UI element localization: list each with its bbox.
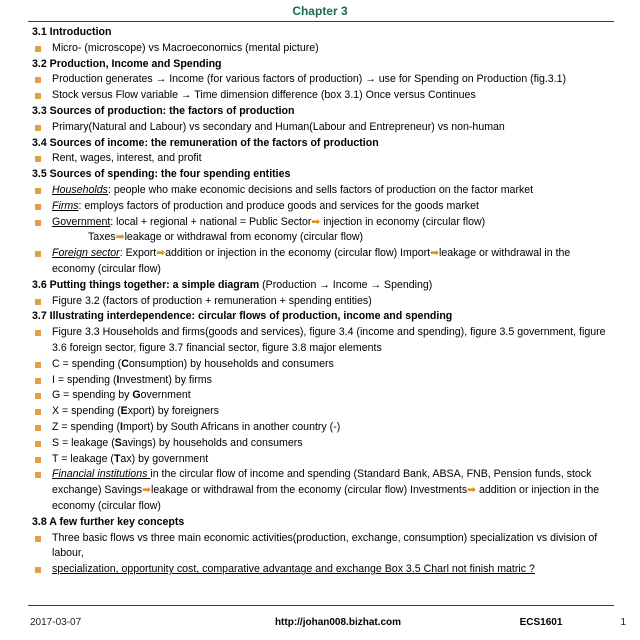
outline-bullet-item	[30, 294, 614, 310]
outline-bullet-item	[30, 357, 614, 373]
outline-text: Taxes➡leakage or withdrawal from economy (circular flow)	[88, 231, 364, 244]
outline-bullet-item	[30, 215, 614, 231]
arrow-icon: ➡	[430, 247, 439, 260]
outline-bullet-item	[30, 404, 614, 420]
title-divider	[28, 21, 614, 22]
outline-bullet-item	[30, 452, 614, 468]
bullet-icon	[35, 188, 41, 194]
outline-bullet-item	[30, 88, 614, 104]
outline-text: Primary(Natural and Labour) vs secondary and Human(Labour and Entrepreneur) vs non-human	[52, 120, 505, 133]
bullet-icon	[35, 46, 41, 52]
outline-text: specialization, opportunity cost, comparative advantage and exchange Box 3.5 Charl not finish matric ?	[52, 563, 535, 576]
outline-bullet-item	[30, 531, 614, 563]
outline-text: Production generates → Income (for various factors of production) → use for Spending on Production (fig.3.1)	[52, 73, 567, 86]
outline-content	[30, 25, 614, 578]
bullet-icon	[35, 220, 41, 226]
bullet-icon	[35, 362, 41, 368]
outline-text: Z = spending (Import) by South Africans in another country (-)	[52, 420, 341, 433]
bullet-icon	[35, 330, 41, 336]
outline-text: Households: people who make economic decisions and sells factors of production on the factor market	[52, 183, 534, 196]
outline-heading	[30, 167, 614, 183]
bullet-icon	[35, 536, 41, 542]
outline-bullet-item	[30, 467, 614, 514]
outline-text: 3.6 Putting things together: a simple diagram (Production → Income → Spending)	[32, 278, 433, 291]
outline-bullet-item	[30, 72, 614, 88]
footer-divider	[28, 605, 614, 606]
outline-bullet-item	[30, 199, 614, 215]
bullet-icon	[35, 204, 41, 210]
outline-bullet-item	[30, 325, 614, 357]
footer	[30, 617, 626, 628]
outline-bullet-item	[30, 436, 614, 452]
bullet-icon	[35, 251, 41, 257]
outline-text: 3.1 Introduction	[32, 26, 112, 38]
bullet-icon	[35, 378, 41, 384]
arrow-icon: ➡	[115, 231, 125, 244]
bullet-icon	[35, 441, 41, 447]
footer-page-number: 1	[620, 617, 626, 628]
outline-heading	[30, 57, 614, 73]
outline-bullet-item	[30, 41, 614, 57]
outline-subitem	[30, 230, 614, 246]
outline-bullet-item	[30, 373, 614, 389]
outline-text: T = leakage (Tax) by government	[52, 452, 209, 465]
outline-text: Government: local + regional + national = Public Sector➡ injection in economy (circular flow)	[52, 215, 486, 228]
footer-date: 2017-03-07	[30, 617, 82, 628]
outline-text: C = spending (Consumption) by households and consumers	[52, 357, 334, 370]
bullet-icon	[35, 93, 41, 99]
outline-text: Financial institutions in the circular flow of income and spending (Standard Bank, ABSA, FNB, Pension funds, stock exchange) Savings➡leakage or withdrawal from the economy (circular flow) Investments➡ addition or injection in the economy (circular flow)	[52, 468, 600, 512]
outline-bullet-item	[30, 120, 614, 136]
outline-heading	[30, 278, 614, 294]
arrow-icon: ➡	[142, 484, 151, 497]
outline-text: Firms: employs factors of production and produce goods and services for the goods market	[52, 199, 479, 212]
outline-text: Figure 3.2 (factors of production + remuneration + spending entities)	[52, 294, 372, 307]
outline-text: 3.8 A few further key concepts	[32, 515, 185, 528]
bullet-icon	[35, 567, 41, 573]
outline-bullet-item	[30, 151, 614, 167]
outline-bullet-item	[30, 246, 614, 278]
outline-text: 3.5 Sources of spending: the four spending entities	[32, 168, 291, 181]
footer-course-code: ECS1601	[519, 617, 563, 628]
outline-text: Micro- (microscope) vs Macroeconomics (mental picture)	[52, 41, 319, 54]
outline-text: Three basic flows vs three main economic activities(production, exchange, consumption) specialization vs division of labour,	[52, 531, 598, 560]
outline-bullet-item	[30, 388, 614, 404]
outline-bullet-item	[30, 420, 614, 436]
outline-heading	[30, 136, 614, 152]
outline-text: 3.2 Production, Income and Spending	[32, 57, 222, 70]
slide-title: Chapter 3	[292, 4, 348, 18]
bullet-icon	[35, 409, 41, 415]
outline-text: X = spending (Export) by foreigners	[52, 405, 219, 418]
outline-text: Stock versus Flow variable → Time dimension difference (box 3.1) Once versus Continues	[52, 89, 476, 102]
outline-heading	[30, 515, 614, 531]
arrow-icon: ➡	[156, 247, 166, 260]
arrow-icon: ➡	[311, 215, 321, 228]
outline-text: I = spending (Investment) by firms	[52, 373, 212, 386]
bullet-icon	[35, 125, 41, 131]
arrow-icon: ➡	[467, 484, 477, 497]
bullet-icon	[35, 425, 41, 431]
bullet-icon	[35, 77, 41, 83]
outline-heading	[30, 309, 614, 325]
bullet-icon	[35, 472, 41, 478]
outline-text: 3.7 Illustrating interdependence: circular flows of production, income and spending	[32, 310, 453, 323]
outline-text: Figure 3.3 Households and firms(goods and services), figure 3.4 (income and spending), figure 3.5 government, figure 3.6 foreign sector, figure 3.7 financial sector, figure 3.8 major elements	[52, 326, 606, 354]
outline-bullet-item	[30, 183, 614, 199]
outline-text: Rent, wages, interest, and profit	[52, 152, 202, 165]
bullet-icon	[35, 457, 41, 463]
outline-text: G = spending by Government	[52, 389, 191, 402]
outline-text: Foreign sector: Export➡addition or injection in the economy (circular flow) Import➡leakage or withdrawal in the economy (circular flow)	[52, 247, 571, 275]
footer-url-link[interactable]: http://johan008.bizhat.com	[274, 617, 402, 628]
outline-heading	[30, 25, 614, 41]
outline-heading	[30, 104, 614, 120]
outline-text: 3.3 Sources of production: the factors of production	[32, 104, 295, 117]
bullet-icon	[35, 299, 41, 305]
outline-bullet-item	[30, 562, 614, 578]
outline-text: 3.4 Sources of income: the remuneration of the factors of production	[32, 136, 379, 149]
outline-text: S = leakage (Savings) by households and consumers	[52, 436, 303, 449]
bullet-icon	[35, 393, 41, 399]
bullet-icon	[35, 156, 41, 162]
